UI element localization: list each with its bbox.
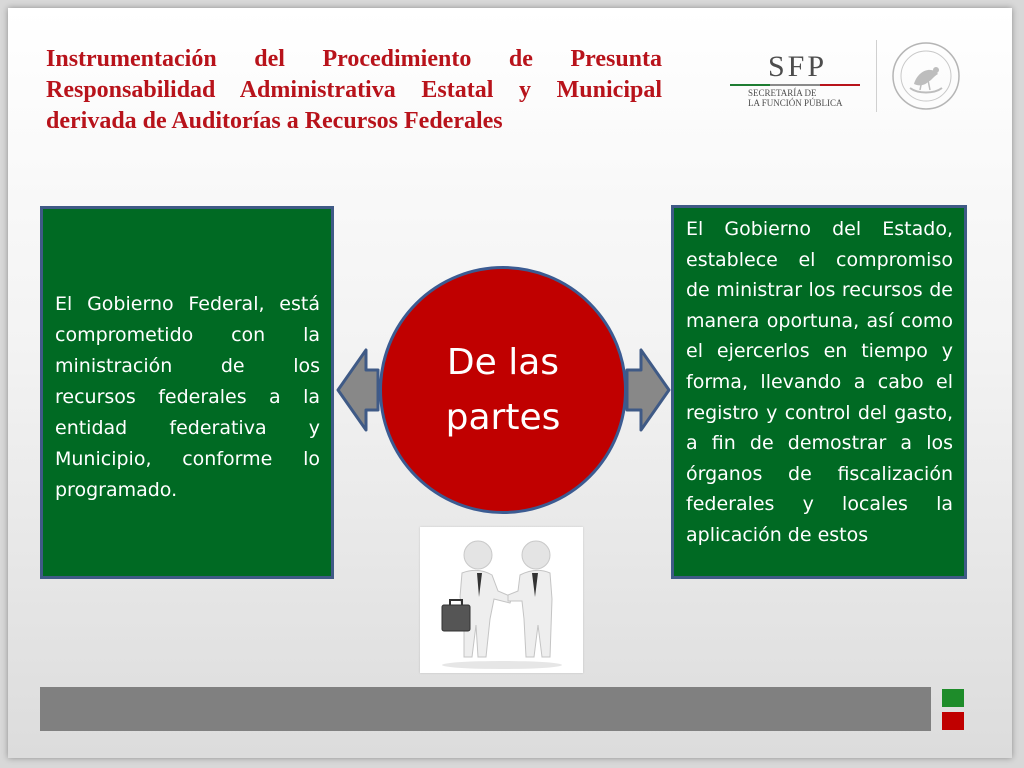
handshake-image: [420, 527, 583, 673]
logo-divider: [876, 40, 877, 112]
center-circle: [379, 266, 627, 514]
sfp-acronym: SFP: [768, 50, 828, 83]
footer-red-square: [942, 712, 964, 730]
handshake-icon: [420, 527, 583, 673]
arrow-right-icon: [625, 348, 671, 432]
sfp-subtitle-line2: LA FUNCIÓN PÚBLICA: [748, 98, 843, 108]
sfp-subtitle: [748, 88, 843, 108]
sfp-subtitle-line1: SECRETARÍA DE: [748, 88, 817, 98]
slide-title: Instrumentación del Procedimiento de Presunta Responsabilidad Administrativa Estatal y Municipal derivada de Auditorías a Recursos Federales: [46, 46, 662, 134]
federal-government-box: El Gobierno Federal, está comprometido con la ministración de los recursos federales a la entidad federativa y Municipio, conforme lo programado.: [40, 206, 334, 579]
arrow-left-icon: [336, 348, 380, 432]
state-government-box: El Gobierno del Estado, establece el compromiso de ministrar los recursos de manera oportuna, así como el ejercerlos en tiempo y forma, llevando a cabo el registro y control del gasto, a fin de demostrar a los órganos de fiscalización federales y locales la aplicación de estos: [671, 205, 967, 579]
mexican-coat-of-arms-icon: [888, 40, 964, 112]
footer-green-square: [942, 689, 964, 707]
center-circle-label: De las partes: [445, 342, 561, 438]
footer-bar: [40, 687, 931, 731]
sfp-logo: [730, 50, 865, 112]
sfp-logo-stripe: [730, 84, 860, 86]
